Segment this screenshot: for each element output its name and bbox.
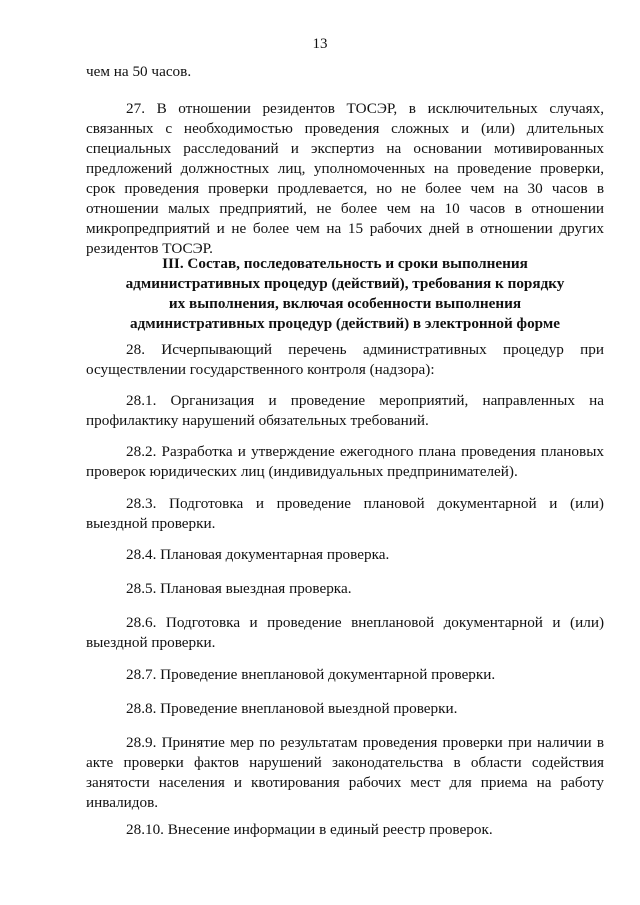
section-heading: [90, 254, 600, 334]
section-heading-line: их выполнения, включая особенности выполнения: [168, 295, 522, 312]
page-number: 13: [312, 36, 328, 52]
paragraph-28-1: 28.1. Организация и проведение мероприятий, направленных на профилактику нарушений обязательных требований.: [86, 392, 604, 429]
paragraph-28-9: 28.9. Принятие мер по результатам проведения проверки при наличии в акте проверки фактов нарушений законодательства в области содействия занятости населения и квотирования рабочих мест для приема на работу инвалидов.: [86, 734, 604, 811]
paragraph-27: 27. В отношении резидентов ТОСЭР, в исключительных случаях, связанных с необходимостью проведения сложных и (или) длительных специальных расследований и экспертиз на основании мотивированных предложений должностных лиц, уполномоченных на проведение проверки, срок проведения проверки продлевается, но не более чем на 30 часов в отношении малых предприятий, не более чем на 10 часов в отношении микропредприятий и не более чем на 15 рабочих дней в отношении других резидентов ТОСЭР.: [86, 100, 604, 257]
paragraph-28-7: 28.7. Проведение внеплановой документарной проверки.: [126, 666, 496, 683]
paragraph-28-10: 28.10. Внесение информации в единый реестр проверок.: [126, 821, 493, 838]
paragraph-28-8: 28.8. Проведение внеплановой выездной проверки.: [126, 700, 458, 717]
paragraph-continuation: чем на 50 часов.: [86, 63, 192, 80]
section-heading-line: административных процедур (действий), требования к порядку: [125, 275, 565, 292]
paragraph-28: 28. Исчерпывающий перечень административных процедур при осуществлении государственного контроля (надзора):: [86, 341, 604, 378]
paragraph-28-3: 28.3. Подготовка и проведение плановой документарной и (или) выездной проверки.: [86, 495, 604, 532]
paragraph-28-6: 28.6. Подготовка и проведение внеплановой документарной и (или) выездной проверки.: [86, 614, 604, 651]
paragraph-28-5: 28.5. Плановая выездная проверка.: [126, 580, 352, 597]
section-heading-line: административных процедур (действий) в электронной форме: [130, 315, 560, 332]
section-heading-line: III. Состав, последовательность и сроки выполнения: [162, 255, 528, 272]
paragraph-28-4: 28.4. Плановая документарная проверка.: [126, 546, 390, 563]
paragraph-28-2: 28.2. Разработка и утверждение ежегодного плана проведения плановых проверок юридических лиц (индивидуальных предпринимателей).: [86, 443, 604, 480]
